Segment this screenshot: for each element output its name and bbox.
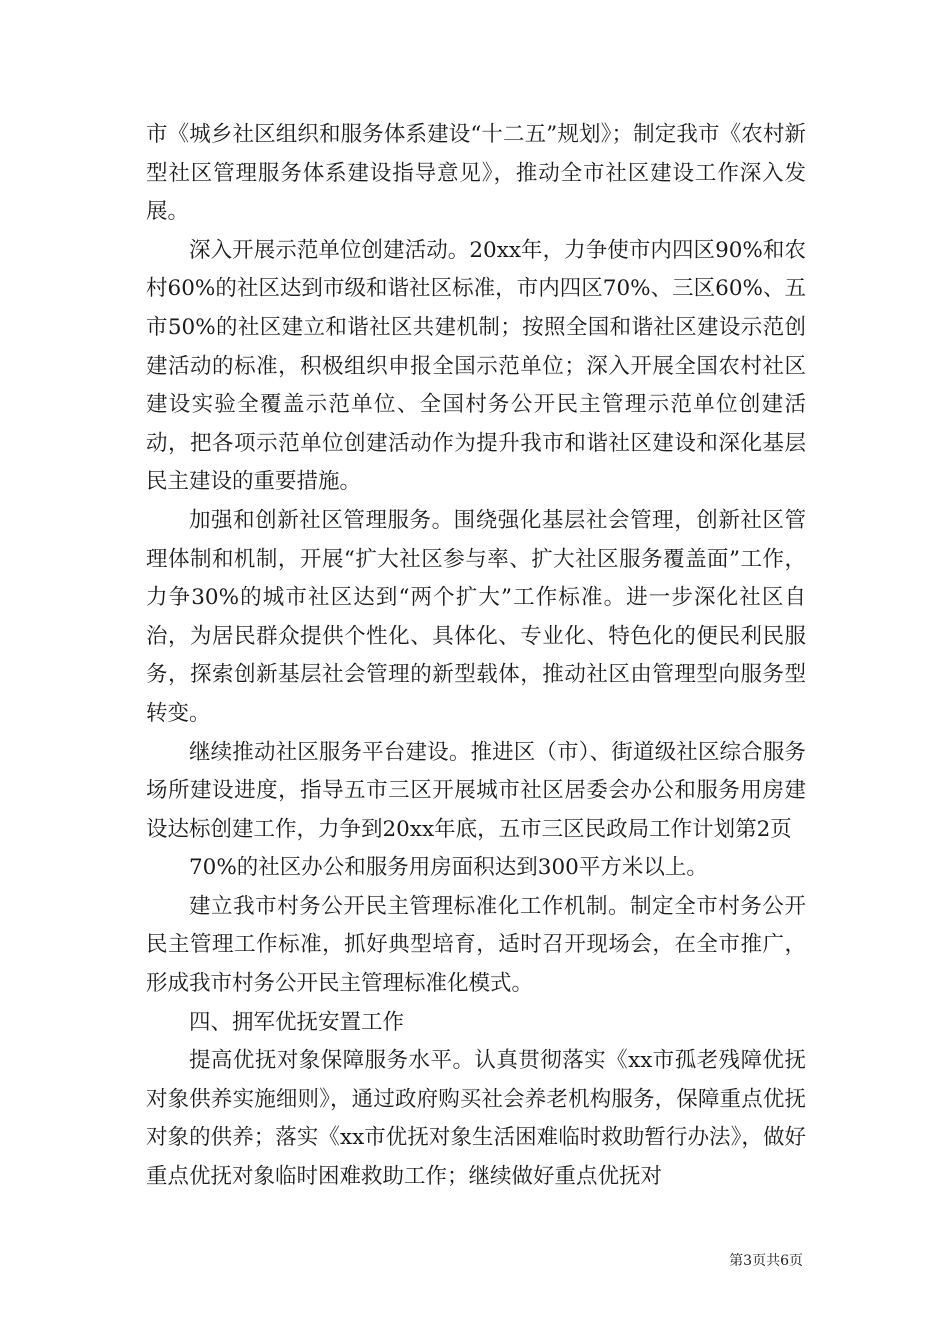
paragraph-village-affairs: 建立我市村务公开民主管理标准化工作机制。制定全市村务公开民主管理工作标准，抓好典型培育，适时召开现场会，在全市推广，形成我市村务公开民主管理标准化模式。 <box>146 893 806 997</box>
paragraph-service-platform: 继续推动社区服务平台建设。推进区（市）、街道级社区综合服务场所建设进度，指导五市三区开展城市社区居委会办公和服务用房建设达标创建工作，力争到20xx年底，五市三区民政局工作计划第2页 <box>146 739 806 842</box>
paragraph-special-care: 提高优抚对象保障服务水平。认真贯彻落实《xx市孤老残障优抚对象供养实施细则》，通过政府购买社会养老机构服务，保障重点优抚对象的供养；落实《xx市优抚对象生活困难临时救助暂行办法》，做好重点优抚对象临时困难救助工作；继续做好重点优抚对 <box>146 1048 806 1190</box>
document-body <box>146 116 806 1197</box>
paragraph-office-area: 70%的社区办公和服务用房面积达到300平方米以上。 <box>189 855 708 881</box>
section-heading-military-support: 四、拥军优抚安置工作 <box>189 1009 405 1035</box>
paragraph-continued: 市《城乡社区组织和服务体系建设“十二五”规划》；制定我市《农村新型社区管理服务体系建设指导意见》，推动全市社区建设工作深入发展。 <box>146 122 806 225</box>
page-number-footer: 第3页共6页 <box>729 1253 803 1269</box>
paragraph-community-management: 加强和创新社区管理服务。围绕强化基层社会管理，创新社区管理体制和机制，开展“扩大社区参与率、扩大社区服务覆盖面”工作，力争30%的城市社区达到“两个扩大”工作标准。进一步深化社区自治，为居民群众提供个性化、具体化、专业化、特色化的便民利民服务，探索创新基层社会管理的新型载体，推动社区由管理型向服务型转变。 <box>146 507 806 726</box>
paragraph-demonstration-units: 深入开展示范单位创建活动。20xx年，力争使市内四区90%和农村60%的社区达到市级和谐社区标准，市内四区70%、三区60%、五市50%的社区建立和谐社区共建机制；按照全国和谐社区建设示范创建活动的标准，积极组织申报全国示范单位；深入开展全国农村社区建设实验全覆盖示范单位、全国村务公开民主管理示范单位创建活动，把各项示范单位创建活动作为提升我市和谐社区建设和深化基层民主建设的重要措施。 <box>146 237 806 495</box>
